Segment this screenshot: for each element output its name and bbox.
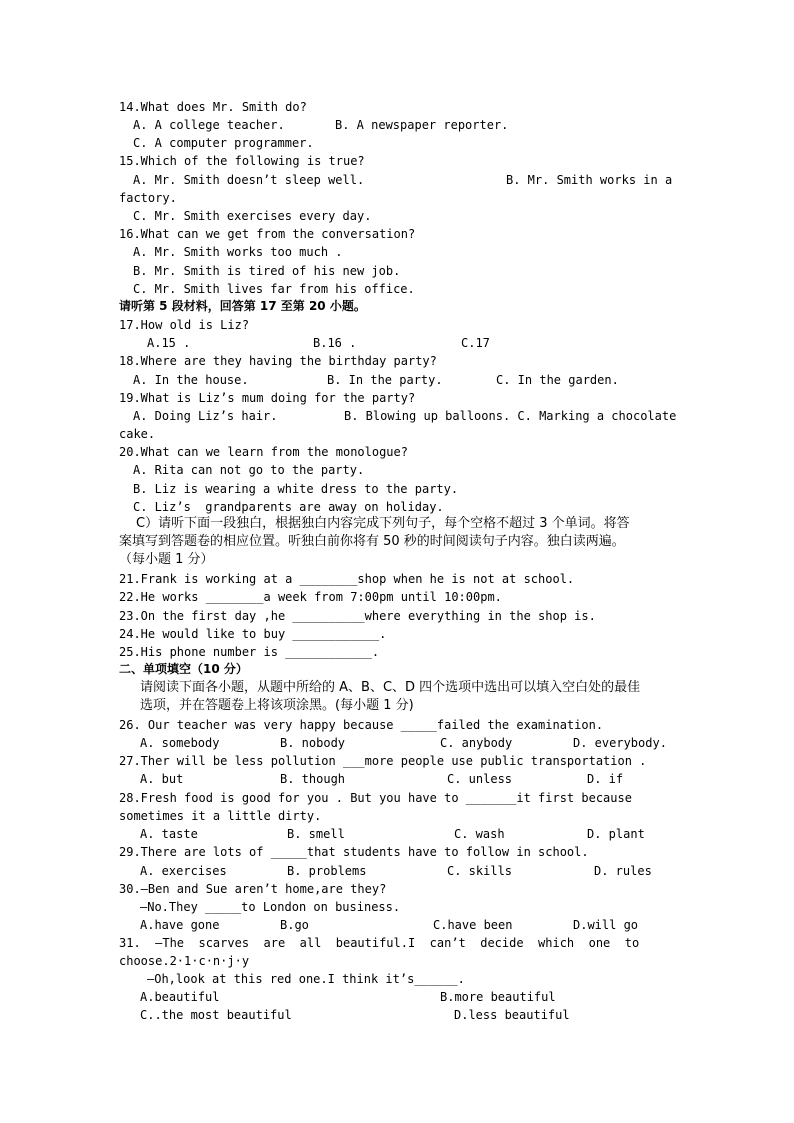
question-20: 20.What can we learn from the monologue? xyxy=(119,445,408,459)
section-c-instructions: C）请听下面一段独白，根据独白内容完成下列句子，每个空格不超过 3 个单词。将答 xyxy=(136,516,630,531)
option-b: B. Mr. Smith works in a xyxy=(506,173,673,187)
section-2-instructions-line-2: 选项，并在答题卷上将该项涂黑。(每小题 1 分) xyxy=(140,698,414,713)
option-c: C. anybody xyxy=(440,736,513,750)
option-a: A. taste xyxy=(140,827,198,841)
option-c: C. skills xyxy=(447,864,513,878)
question-28-continued: sometimes it a little dirty. xyxy=(119,809,322,823)
option-b: B.go xyxy=(280,918,309,932)
option-b-continued: factory. xyxy=(119,191,177,205)
option-c: C. In the garden. xyxy=(496,373,619,387)
question-29: 29.There are lots of _____that students have to follow in school. xyxy=(119,845,589,859)
section-2-heading: 二、单项填空（10 分） xyxy=(119,662,248,676)
option-d: D. everybody. xyxy=(573,736,667,750)
question-26: 26. Our teacher was very happy because _____failed the examination. xyxy=(119,718,604,732)
option-a: A. exercises xyxy=(140,864,227,878)
option-c: C..the most beautiful xyxy=(140,1008,292,1022)
question-30-response: —No.They _____to London on business. xyxy=(140,900,401,914)
option-a: A.have gone xyxy=(140,918,220,932)
question-18: 18.Where are they having the birthday party? xyxy=(119,354,437,368)
option-a: A. In the house. xyxy=(133,373,249,387)
option-c: C. Mr. Smith lives far from his office. xyxy=(133,282,415,296)
question-18-options xyxy=(133,371,633,389)
section-c-score: （每小题 1 分） xyxy=(119,552,214,567)
option-c: C. Mr. Smith exercises every day. xyxy=(133,209,372,223)
option-a: A. A college teacher. xyxy=(133,118,285,132)
option-c: C.have been xyxy=(433,918,513,932)
question-23: 23.On the first day ,he __________where everything in the shop is. xyxy=(119,609,596,623)
option-d: D.will go xyxy=(573,918,639,932)
section-c-instructions-line-2: 案填写到答题卷的相应位置。听独白前你将有 50 秒的时间阅读句子内容。独白读两遍。 xyxy=(119,534,625,549)
question-17: 17.How old is Liz? xyxy=(119,318,250,332)
question-31-options-ab xyxy=(140,988,680,1006)
option-b: B. problems xyxy=(287,864,367,878)
option-b-c: B. Blowing up balloons. C. Marking a chocolate xyxy=(344,409,677,423)
section-5-heading: 请听第 5 段材料，回答第 17 至第 20 小题。 xyxy=(119,299,366,313)
question-19: 19.What is Liz’s mum doing for the party? xyxy=(119,391,416,405)
option-b: B. though xyxy=(280,772,346,786)
question-24: 24.He would like to buy ____________. xyxy=(119,627,387,641)
question-15: 15.Which of the following is true? xyxy=(119,154,365,168)
section-2-instructions: 请阅读下面各小题，从题中所给的 A、B、C、D 四个选项中选出可以填入空白处的最佳 xyxy=(140,680,641,695)
question-30-options xyxy=(140,916,680,934)
option-c-continued: cake. xyxy=(119,427,156,441)
question-26-options xyxy=(140,734,680,752)
option-c: C. Liz’s grandparents are away on holiday. xyxy=(133,500,444,514)
option-a: A. Rita can not go to the party. xyxy=(133,463,365,477)
question-31-continued: choose.2·1·c·n·j·y xyxy=(119,954,250,968)
option-c: C. A computer programmer. xyxy=(133,136,314,150)
question-31-response: —Oh,look at this red one.I think it’s______. xyxy=(147,972,465,986)
option-d: D. if xyxy=(587,772,624,786)
question-31: 31. —The scarves are all beautiful.I can’t decide which one to xyxy=(119,936,640,950)
option-b: B. A newspaper reporter. xyxy=(335,118,509,132)
question-21: 21.Frank is working at a ________shop when he is not at school. xyxy=(119,572,575,586)
option-b: B.16 . xyxy=(313,336,357,350)
option-b: B. smell xyxy=(287,827,345,841)
question-16: 16.What can we get from the conversation? xyxy=(119,227,416,241)
option-c: C. unless xyxy=(447,772,513,786)
option-b: B. nobody xyxy=(280,736,346,750)
question-22: 22.He works ________a week from 7:00pm until 10:00pm. xyxy=(119,590,502,604)
question-14-options xyxy=(133,116,633,134)
option-a: A. Mr. Smith doesn’t sleep well. xyxy=(133,173,365,187)
question-31-options-cd xyxy=(140,1006,680,1024)
question-28-options xyxy=(140,825,680,843)
question-28: 28.Fresh food is good for you . But you have to _______it first because xyxy=(119,791,632,805)
option-b: B. In the party. xyxy=(327,373,443,387)
option-a: A. but xyxy=(140,772,184,786)
option-c: C. wash xyxy=(454,827,505,841)
question-14: 14.What does Mr. Smith do? xyxy=(119,100,307,114)
option-b: B.more beautiful xyxy=(440,990,556,1004)
option-b: B. Liz is wearing a white dress to the party. xyxy=(133,482,459,496)
option-c: C.17 xyxy=(461,336,490,350)
question-15-options xyxy=(133,171,678,189)
question-30: 30.—Ben and Sue aren’t home,are they? xyxy=(119,882,387,896)
option-b: B. Mr. Smith is tired of his new job. xyxy=(133,264,401,278)
option-a: A.15 . xyxy=(147,336,191,350)
question-25: 25.His phone number is ____________. xyxy=(119,645,380,659)
question-27: 27.Ther will be less pollution ___more people use public transportation . xyxy=(119,754,647,768)
option-a: A.beautiful xyxy=(140,990,220,1004)
question-27-options xyxy=(140,770,680,788)
question-19-options xyxy=(133,407,678,425)
option-d: D. plant xyxy=(587,827,645,841)
option-d: D.less beautiful xyxy=(454,1008,570,1022)
question-29-options xyxy=(140,862,680,880)
option-a: A. somebody xyxy=(140,736,220,750)
question-17-options xyxy=(147,334,547,352)
option-d: D. rules xyxy=(594,864,652,878)
option-a: A. Mr. Smith works too much . xyxy=(133,245,343,259)
option-a: A. Doing Liz’s hair. xyxy=(133,409,278,423)
